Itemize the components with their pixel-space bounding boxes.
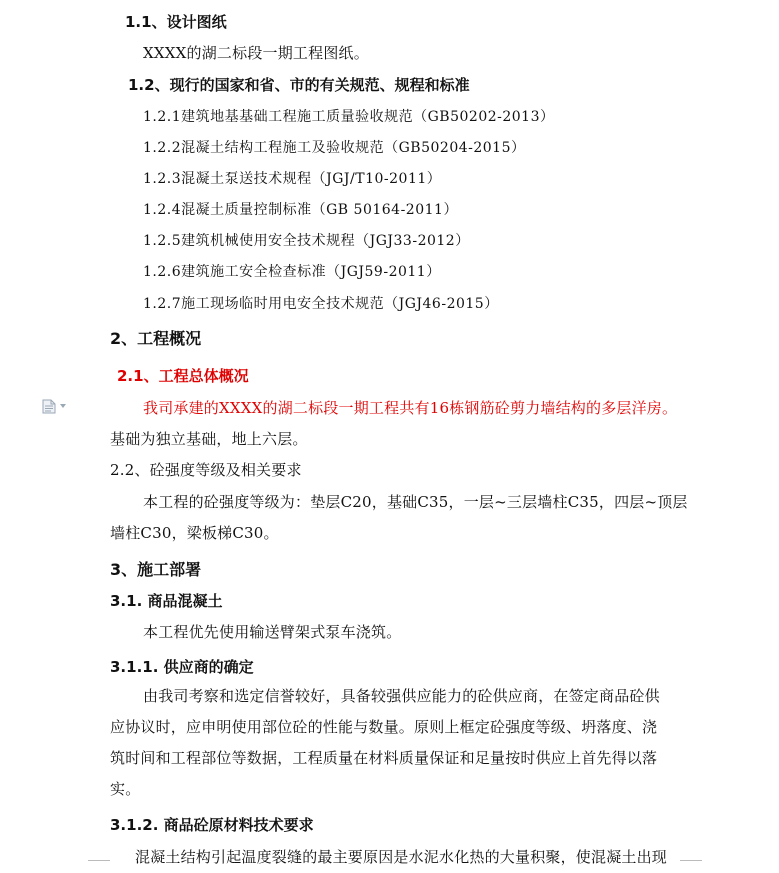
reference-item: 1.2.5建筑机械使用安全技术规程（JGJ33-2012）	[143, 233, 470, 249]
paragraph-2-2-line-2: 墙柱C30，梁板梯C30。	[110, 524, 279, 542]
reference-item: 1.2.6建筑施工安全检查标准（JGJ59-2011）	[143, 264, 441, 280]
reference-item: 1.2.3混凝土泵送技术规程（JGJ/T10-2011）	[143, 171, 442, 187]
paragraph-1-1: XXXX的湖二标段一期工程图纸。	[143, 44, 369, 62]
paragraph-2-1-line-2: 基础为独立基础，地上六层。	[110, 430, 308, 448]
paragraph-2-2-line-1: 本工程的砼强度等级为：垫层C20，基础C35，一层~三层墙柱C35，四层~顶层	[143, 493, 688, 511]
document-comment-icon[interactable]	[42, 399, 56, 414]
paragraph-3-1-1-line-1: 由我司考察和选定信誉较好，具备较强供应能力的砼供应商，在签定商品砼供	[143, 687, 660, 705]
page-corner-marker	[680, 860, 702, 871]
heading-2: 2、工程概况	[110, 329, 202, 348]
reference-item: 1.2.7施工现场临时用电安全技术规范（JGJ46-2015）	[143, 296, 499, 312]
paragraph-3-1: 本工程优先使用输送臂架式泵车浇筑。	[143, 623, 402, 641]
heading-3-1: 3.1. 商品混凝土	[110, 592, 223, 610]
paragraph-3-1-1-line-4: 实。	[110, 780, 141, 798]
reference-item: 1.2.2混凝土结构工程施工及验收规范（GB50204-2015）	[143, 140, 526, 156]
heading-1-2: 1.2、现行的国家和省、市的有关规范、规程和标准	[128, 76, 470, 94]
reference-item: 1.2.4混凝土质量控制标准（GB 50164-2011）	[143, 202, 458, 218]
paragraph-3-1-1-line-2: 应协议时，应申明使用部位砼的性能与数量。原则上框定砼强度等级、坍落度、浇	[110, 718, 658, 736]
paragraph-3-1-2-line-1: 混凝土结构引起温度裂缝的最主要原因是水泥水化热的大量积聚，使混凝土出现	[135, 848, 668, 866]
page-corner-marker	[88, 860, 110, 871]
heading-2-2: 2.2、砼强度等级及相关要求	[110, 461, 302, 479]
heading-3-1-1: 3.1.1. 供应商的确定	[110, 658, 254, 676]
heading-3: 3、施工部署	[110, 560, 202, 579]
paragraph-3-1-1-line-3: 筑时间和工程部位等数据，工程质量在材料质量保证和足量按时供应上首先得以落	[110, 749, 658, 767]
heading-3-1-2: 3.1.2. 商品砼原材料技术要求	[110, 816, 314, 834]
heading-2-1: 2.1、工程总体概况	[117, 367, 249, 385]
heading-1-1: 1.1、设计图纸	[125, 13, 227, 31]
paragraph-2-1-line-1: 我司承建的XXXX的湖二标段一期工程共有16栋钢筋砼剪力墙结构的多层洋房。	[143, 399, 678, 417]
reference-item: 1.2.1建筑地基基础工程施工质量验收规范（GB50202-2013）	[143, 109, 555, 125]
chevron-down-icon[interactable]	[60, 404, 66, 408]
